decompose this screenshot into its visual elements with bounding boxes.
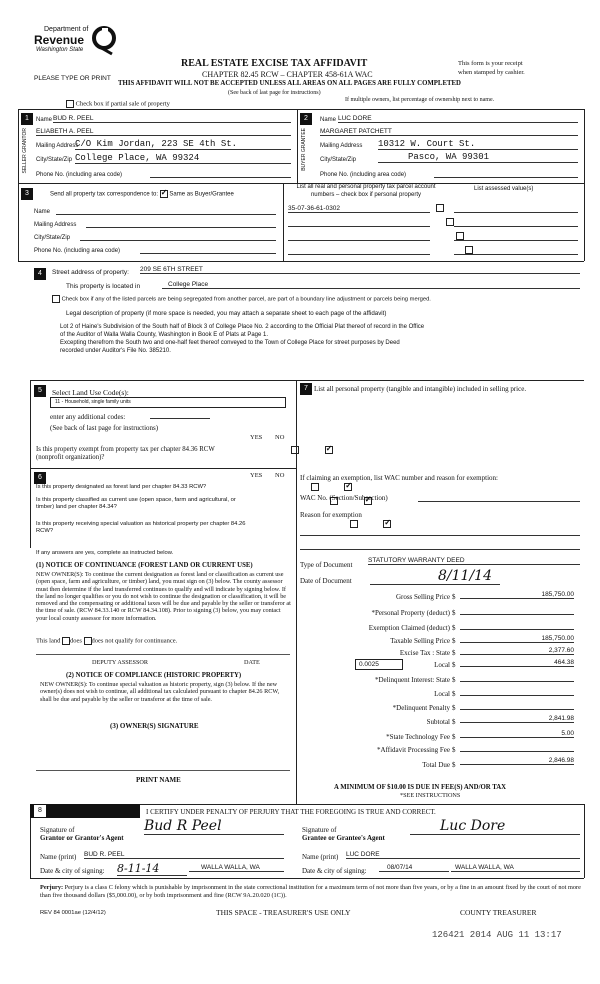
legal-line-1: Lot 2 of Haine's Subdivision of the South half of Block 3 of College Place No. 2 according to the Official Plat thereof of record in the Office [60, 324, 425, 330]
see-back: (See back of last page for instructions) [228, 90, 321, 96]
legal-line-2: of the Auditor of Walla Walla County, Washington in Book E of Plats at Page 1. [60, 332, 268, 338]
located-in[interactable]: College Place [162, 281, 580, 289]
section-8-number: 8 [34, 805, 46, 817]
perjury-notice: Perjury: Perjury is a class C felony which is punishable by imprisonment in the state correctional institution for a maximum term of not more than five years, or by a fine in an amount fixed by the court of not more than five thousand dollars ($5,000.00), or by both imprisonment and fine (RCW 9A.20.020 (1C)). [40, 884, 581, 899]
form-chapter: CHAPTER 82.45 RCW – CHAPTER 458-61A WAC [202, 70, 373, 79]
segregated-note: Check box if any of the listed parcels are being segregated from another parcel, are part of a boundary line adjustment or parcels being merged. [52, 295, 431, 303]
grantee-print-label: Name (print) [302, 853, 339, 861]
total-label: Total Due [422, 761, 450, 769]
assessed-3[interactable] [454, 233, 578, 241]
excise-tax-local[interactable]: 464.38 [460, 659, 574, 667]
buyer-phone-label: Phone No. (including area code) [320, 172, 407, 178]
additional-codes-label: enter any additional codes: [50, 413, 126, 421]
does-not-checkbox[interactable] [84, 637, 92, 645]
section-7-number: 7 [300, 383, 312, 395]
buyer-phone[interactable] [434, 170, 578, 178]
excise-state-dollar: $ [452, 649, 456, 657]
subtotal-dollar: $ [452, 718, 456, 726]
grantor-city[interactable]: WALLA WALLA, WA [189, 864, 284, 872]
s3-mailing[interactable] [86, 220, 276, 228]
excise-tax-state[interactable]: 2,377.60 [460, 647, 574, 655]
located-label: This property is located in [66, 283, 141, 290]
buyer-name2[interactable]: MARGARET PATCHETT [320, 128, 578, 136]
agency-line3: Washington State [36, 47, 84, 53]
delinquent-penalty-label: *Delinquent Penalty [392, 704, 450, 712]
s5-no-header: NO [275, 434, 285, 441]
s5-yes-header: YES [250, 434, 263, 441]
minimum-note: A MINIMUM OF $10.00 IS DUE IN FEE(S) AND/OR TAX [334, 784, 507, 791]
s3-name[interactable] [56, 207, 276, 215]
local-dollar: $ [452, 661, 456, 669]
delinquent-interest-local[interactable] [460, 688, 574, 696]
grantee-sig-label: Signature of Grantee or Grantee's Agent [302, 826, 385, 842]
dor-logo [22, 20, 122, 66]
buyer-mailing[interactable]: 10312 W. Court St. [378, 139, 578, 150]
delinquent-state-label: *Delinquent Interest: State [374, 676, 450, 684]
seller-mailing[interactable]: C/O Kim Jordan, 223 SE 4th St. [75, 139, 291, 150]
doc-date-label: Date of Document [300, 577, 352, 585]
section-2-number: 2 [300, 113, 312, 125]
doc-type-label: Type of Document [300, 561, 353, 569]
affidavit-fee-dollar: $ [452, 746, 456, 754]
s5-see-back: (See back of last page for instructions) [50, 424, 159, 432]
same-as-buyer-checkbox[interactable] [160, 190, 168, 198]
grantor-print-name[interactable]: BUD R. PEEL [84, 851, 284, 859]
section-4-number: 4 [34, 268, 46, 280]
exemption-question: If claiming an exemption, list WAC number and reason for exemption: [300, 474, 498, 482]
form-warning: THIS AFFIDAVIT WILL NOT BE ACCEPTED UNLESS ALL AREAS ON ALL PAGES ARE FULLY COMPLETED [118, 80, 461, 87]
grantee-date[interactable]: 08/07/14 [379, 864, 449, 872]
parcel-1[interactable]: 35-07-36-61-0302 [288, 205, 430, 213]
parcel-2-personal-checkbox[interactable] [446, 218, 454, 226]
wac-label: WAC No. (Section/Subsection) [300, 494, 388, 502]
street-address[interactable]: 209 SE 6TH STREET [140, 266, 580, 274]
print-name-label: PRINT NAME [136, 776, 181, 784]
exempt-yes-checkbox[interactable] [291, 446, 299, 454]
exemption-deduct-label: Exemption Claimed (deduct) [368, 624, 450, 632]
total-dollar: $ [452, 761, 456, 769]
excise-state-label: Excise Tax : State [399, 649, 450, 657]
section-6-number: 6 [34, 472, 46, 484]
s6-no-header: NO [275, 472, 285, 479]
delinquent-local-label: Local [434, 690, 450, 698]
assessed-header: List assessed value(s) [474, 186, 534, 192]
see-instructions: *SEE INSTRUCTIONS [400, 792, 461, 799]
s3-mailing-label: Mailing Address [34, 222, 77, 228]
treasurer-stamp: 126421 2014 AUG 11 13:17 [432, 930, 562, 940]
parcel-3[interactable] [288, 233, 430, 241]
buyer-side-label: BUYER GRANTEE [301, 128, 307, 171]
exemption-claimed[interactable] [460, 622, 574, 630]
treasurer-space: THIS SPACE - TREASURER'S USE ONLY [216, 908, 351, 917]
continuance-text: NEW OWNER(S): To continue the current designation as forest land or classification as current use (open space, farm and agriculture, or timber) land, you must sign on (3) below. The county assessor must then determine if the land transferred continues to qualify and will indicate by signing below. If the land no longer qualifies or you do not wish to continue the designation or classification, it will be removed and the compensating or additional taxes will be due and payable by the seller or transferor at the time of sale. (RCW 84.33.140 or RCW 84.34.108). Prior to signing (3) below, you may contact your local county assessor for more information. [36, 571, 291, 622]
grantor-sig-label: Signature of Grantor or Grantor's Agent [40, 826, 124, 842]
seller-name2[interactable]: ELIABETH A. PEEL [36, 128, 291, 136]
s3-phone[interactable] [140, 246, 276, 254]
legal-label: Legal description of property (if more space is needed, you may attach a separate sheet to each page of the affidavit) [66, 310, 387, 317]
assessed-1[interactable] [454, 205, 578, 213]
please-type: PLEASE TYPE OR PRINT [34, 75, 111, 82]
partial-sale: Check box if partial sale of property [66, 100, 170, 108]
additional-codes[interactable] [150, 411, 210, 419]
certify-statement: I CERTIFY UNDER PENALTY OF PERJURY THAT THE FOREGOING IS TRUE AND CORRECT. [146, 808, 436, 816]
delinquent-penalty[interactable] [460, 702, 574, 710]
wac-number[interactable] [418, 494, 580, 502]
segregated-checkbox[interactable] [52, 295, 60, 303]
personal-deduct-label: *Personal Property (deduct) [371, 609, 450, 617]
taxable-selling-price[interactable]: 185,750.00 [460, 635, 574, 643]
grantor-signature[interactable]: Bud R Peel [144, 818, 284, 835]
tech-fee-dollar: $ [452, 733, 456, 741]
deputy-assessor-label: DEPUTY ASSESSOR [92, 659, 148, 666]
continuance-title: (1) NOTICE OF CONTINUANCE (FOREST LAND OR CURRENT USE) [36, 562, 253, 569]
rev-number: REV 84 0001ae (12/4/12) [40, 910, 106, 916]
receipt-note1: This form is your receipt [458, 60, 523, 67]
local-rate[interactable]: 0.0025 [355, 659, 403, 670]
current-use-question: Is this property classified as current use (open space, farm and agricultural, or timber) land per chapter 84.34? [36, 497, 236, 510]
s6-yes-header: YES [250, 472, 263, 479]
taxable-dollar: $ [452, 637, 456, 645]
delinquent-interest-state[interactable] [460, 674, 574, 682]
seller-city-label: City/State/Zip [36, 157, 73, 163]
county-treasurer: COUNTY TREASURER [460, 908, 537, 917]
legal-line-4: recorded under Auditor's File No. 385210. [60, 348, 171, 354]
grantor-print-label: Name (print) [40, 853, 77, 861]
gross-label: Gross Selling Price [395, 593, 450, 601]
personal-property-deduct[interactable] [460, 607, 574, 615]
personal-dollar: $ [452, 609, 456, 617]
compliance-title: (2) NOTICE OF COMPLIANCE (HISTORIC PROPERTY) [66, 672, 242, 679]
grantee-city[interactable]: WALLA WALLA, WA [451, 864, 580, 872]
continuance-qualify: This land does does not qualify for continuance. [36, 637, 178, 645]
doc-type[interactable]: STATUTORY WARRANTY DEED [368, 557, 580, 565]
exempt-no-checkbox[interactable] [325, 446, 333, 454]
agency-line1: Department of [44, 26, 89, 33]
local-label: Local [434, 661, 450, 669]
grantee-signature[interactable]: Luc Dore [410, 818, 580, 835]
section-5-number: 5 [34, 385, 46, 397]
personal-property-label: List all personal property (tangible and intangible) included in selling price. [314, 385, 527, 393]
subtotal[interactable]: 2,841.98 [460, 715, 574, 723]
land-use-select[interactable]: 11 - Household, single family units [50, 397, 286, 408]
exemption-dollar: $ [452, 624, 456, 632]
parcel-list-header: List all real and personal property tax parcel account numbers – check box if personal property [296, 184, 436, 198]
seller-phone[interactable] [150, 170, 291, 178]
seller-city[interactable]: College Place, WA 99324 [75, 153, 291, 164]
grantee-date-label: Date & city of signing: [302, 867, 367, 875]
seller-name[interactable]: BUD R. PEEL [53, 115, 291, 123]
does-checkbox[interactable] [62, 637, 70, 645]
section-3-number: 3 [21, 188, 33, 200]
seller-phone-label: Phone No. (including area code) [36, 172, 123, 178]
buyer-name-label: Name [320, 117, 337, 123]
agency-line2: Revenue [34, 33, 85, 47]
exempt-question: Is this property exempt from property tax per chapter 84.36 RCW (nonprofit organization)? [36, 446, 215, 461]
forest-land-question: Is this property designated as forest land per chapter 84.33 RCW? [36, 484, 207, 490]
owner-signature-title: (3) OWNER(S) SIGNATURE [110, 722, 199, 730]
seller-name-label: Name [36, 117, 53, 123]
seller-mailing-label: Mailing Address [36, 143, 79, 149]
forest-yes-checkbox[interactable] [311, 483, 319, 491]
grantor-date-label: Date & city of signing: [40, 867, 105, 875]
gross-selling-price[interactable]: 185,750.00 [460, 591, 574, 599]
partial-sale-checkbox[interactable] [66, 100, 74, 108]
exemption-reason-label: Reason for exemption [300, 511, 362, 519]
assessed-2[interactable] [454, 219, 578, 227]
legal-description[interactable] [60, 323, 590, 355]
affidavit-processing-fee[interactable] [460, 744, 574, 752]
land-use-label: Select Land Use Code(s): [52, 388, 129, 397]
forest-no-checkbox[interactable] [344, 483, 352, 491]
receipt-note2: when stamped by cashier. [458, 69, 525, 76]
legal-line-3: Excepting therefrom the South two and one-half feet thereof conveyed to the Town of College Place for street purposes by Deed [60, 340, 400, 346]
exemption-reason-1[interactable] [300, 528, 580, 536]
exemption-reason-2[interactable] [300, 542, 580, 550]
seller-side-label: SELLER GRANTOR [22, 128, 28, 174]
buyer-city-label: City/State/Zip [320, 157, 357, 163]
s3-name-label: Name [34, 209, 51, 215]
grantee-print-name[interactable]: LUC DORE [346, 851, 580, 859]
historic-question: Is this property receiving special valuation as historical property per chapter 84.26 RCW? [36, 521, 246, 534]
parcel-2[interactable] [288, 219, 430, 227]
assessed-4[interactable] [454, 247, 578, 255]
compliance-text: NEW OWNER(S): To continue special valuation as historic property, sign (3) below. If the new owner(s) does not wish to continue, all additional tax calculated pursuant to chapter 84.26 RCW, shall be due and payable by the seller or transferor at the time of sale. [40, 681, 280, 703]
multiple-owners: If multiple owners, list percentage of ownership next to name. [345, 97, 495, 103]
street-label: Street address of property: [52, 269, 129, 276]
if-yes-note: If any answers are yes, complete as instructed below. [36, 550, 174, 556]
tech-fee-label: *State Technology Fee [386, 733, 450, 741]
buyer-city[interactable]: Pasco, WA 99301 [378, 152, 578, 163]
grantor-date[interactable]: 8-11-14 [117, 862, 187, 876]
s3-city[interactable] [80, 233, 276, 241]
section-1-number: 1 [21, 113, 33, 125]
gross-dollar: $ [452, 593, 456, 601]
doc-date[interactable]: 8/11/14 [370, 568, 500, 585]
form-title: REAL ESTATE EXCISE TAX AFFIDAVIT [181, 58, 368, 69]
state-technology-fee[interactable]: 5.00 [460, 730, 574, 738]
penalty-dollar: $ [452, 704, 456, 712]
s3-city-label: City/State/Zip [34, 235, 71, 241]
s3-phone-label: Phone No. (including area code) [34, 248, 121, 254]
parcel-1-personal-checkbox[interactable] [436, 204, 444, 212]
delinquent-state-dollar: $ [452, 676, 456, 684]
parcel-4[interactable] [288, 247, 430, 255]
assessor-date-label: DATE [244, 659, 260, 666]
delinquent-local-dollar: $ [452, 690, 456, 698]
buyer-mailing-label: Mailing Address [320, 143, 363, 149]
total-due[interactable]: 2,846.98 [460, 757, 574, 765]
send-correspondence: Send all property tax correspondence to: ✓ Same as Buyer/Grantee [50, 190, 234, 198]
subtotal-label: Subtotal [426, 718, 450, 726]
buyer-name[interactable]: LUC DORE [338, 115, 578, 123]
taxable-label: Taxable Selling Price [390, 637, 450, 645]
affidavit-fee-label: *Affidavit Processing Fee [377, 746, 450, 754]
